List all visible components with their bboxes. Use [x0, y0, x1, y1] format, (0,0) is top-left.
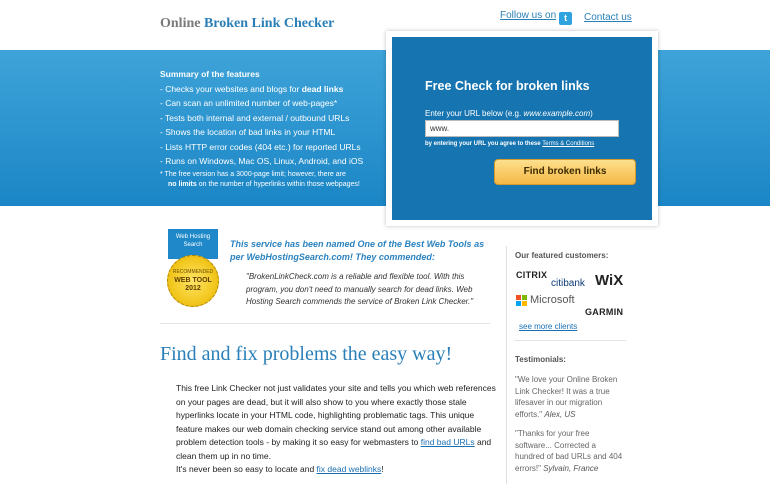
award-seal: [167, 255, 219, 307]
check-panel: [386, 31, 658, 226]
terms-text: by entering your URL you agree to these Terms & Conditions: [425, 141, 595, 147]
check-title: Free Check for broken links: [425, 79, 590, 93]
check-panel-inner: [392, 37, 652, 220]
see-more-clients-link[interactable]: see more clients: [519, 322, 578, 331]
features-summary: [160, 67, 380, 190]
feature-item: - Shows the location of bad links in your HTML: [160, 127, 336, 137]
find-broken-links-button[interactable]: Find broken links: [494, 159, 636, 185]
contact-link[interactable]: Contact us: [584, 12, 632, 23]
feature-item: - Lists HTTP error codes (404 etc.) for reported URLs: [160, 141, 361, 152]
citrix-logo: CITRIX: [516, 270, 548, 280]
award-text: This service has been named One of the Best Web Tools as per WebHostingSearch.com! They commended:: [230, 239, 485, 262]
garmin-logo: GARMIN: [585, 307, 624, 317]
divider: [160, 323, 490, 324]
twitter-icon: t: [559, 12, 572, 25]
section-heading: Find and fix problems the easy way!: [160, 343, 453, 365]
features-note: * The free version has a 3000-page limit; however, there are no limits on the number of hyperlinks within those webpages!: [160, 170, 360, 188]
body-text: This free Link Checker not just validates your site and tells you which web references on your pages are dead, but it will also show to you where exactly those stale hyperlinks locate in your HTML code, highlighting problematic tags. This unique feature makes our web domain checking service stand out among other available problem detection tools - by making it so easy for webmasters to find bad URLs and clean them up in no time. It's never been so easy to locate and fix dead weblinks!: [176, 383, 496, 474]
logo-main: Broken Link Checker: [203, 16, 335, 31]
feature-item: - Tests both internal and external / outbound URLs: [160, 112, 350, 123]
seal-main-text: WEB TOOL 2012: [174, 277, 212, 292]
customers-heading: Our featured customers:: [515, 251, 609, 260]
url-label: Enter your URL below (e.g. www.example.com): [425, 109, 593, 118]
follow-twitter-link[interactable]: [500, 10, 572, 25]
column-divider: [506, 246, 507, 484]
citibank-logo: citibank: [551, 278, 585, 289]
fix-dead-weblinks-link[interactable]: fix dead weblinks: [316, 464, 382, 474]
testimonials-heading: Testimonials:: [515, 355, 566, 364]
testimonial: "Thanks for your free software... Corrected a hundred of bad URLs and 404 errors!" Sylvain, France: [515, 429, 623, 473]
features-title: Summary of the features: [160, 69, 260, 79]
microsoft-logo: Microsoft: [530, 294, 575, 306]
feature-item: - Checks your websites and blogs for dead links: [160, 83, 344, 94]
badge-header: Web Hosting Search: [168, 229, 218, 259]
follow-label: Follow us on: [500, 10, 557, 21]
microsoft-logo-icon: [516, 295, 527, 306]
feature-item: - Runs on Windows, Mac OS, Linux, Android, and iOS: [160, 156, 364, 166]
site-logo[interactable]: [160, 16, 334, 32]
award-badge[interactable]: [167, 229, 219, 311]
award-quote: "BrokenLinkCheck.com is a reliable and flexible tool. With this program, you don't need to manually search for dead links. Web Hosting Search commends the service of Broken Link Checker.": [246, 272, 474, 306]
find-bad-urls-link[interactable]: find bad URLs: [420, 437, 475, 447]
wix-logo: WiX: [595, 272, 624, 289]
url-input[interactable]: [425, 120, 619, 137]
seal-small-text: RECOMMENDED: [172, 269, 214, 275]
terms-link[interactable]: Terms & Conditions: [542, 141, 595, 147]
feature-item: - Can scan an unlimited number of web-pages*: [160, 98, 338, 108]
logo-prefix: Online: [160, 16, 201, 31]
divider: [514, 340, 626, 341]
testimonial: "We love your Online Broken Link Checker! It was a true lifesaver in our migration efforts." Alex, US: [515, 375, 618, 419]
